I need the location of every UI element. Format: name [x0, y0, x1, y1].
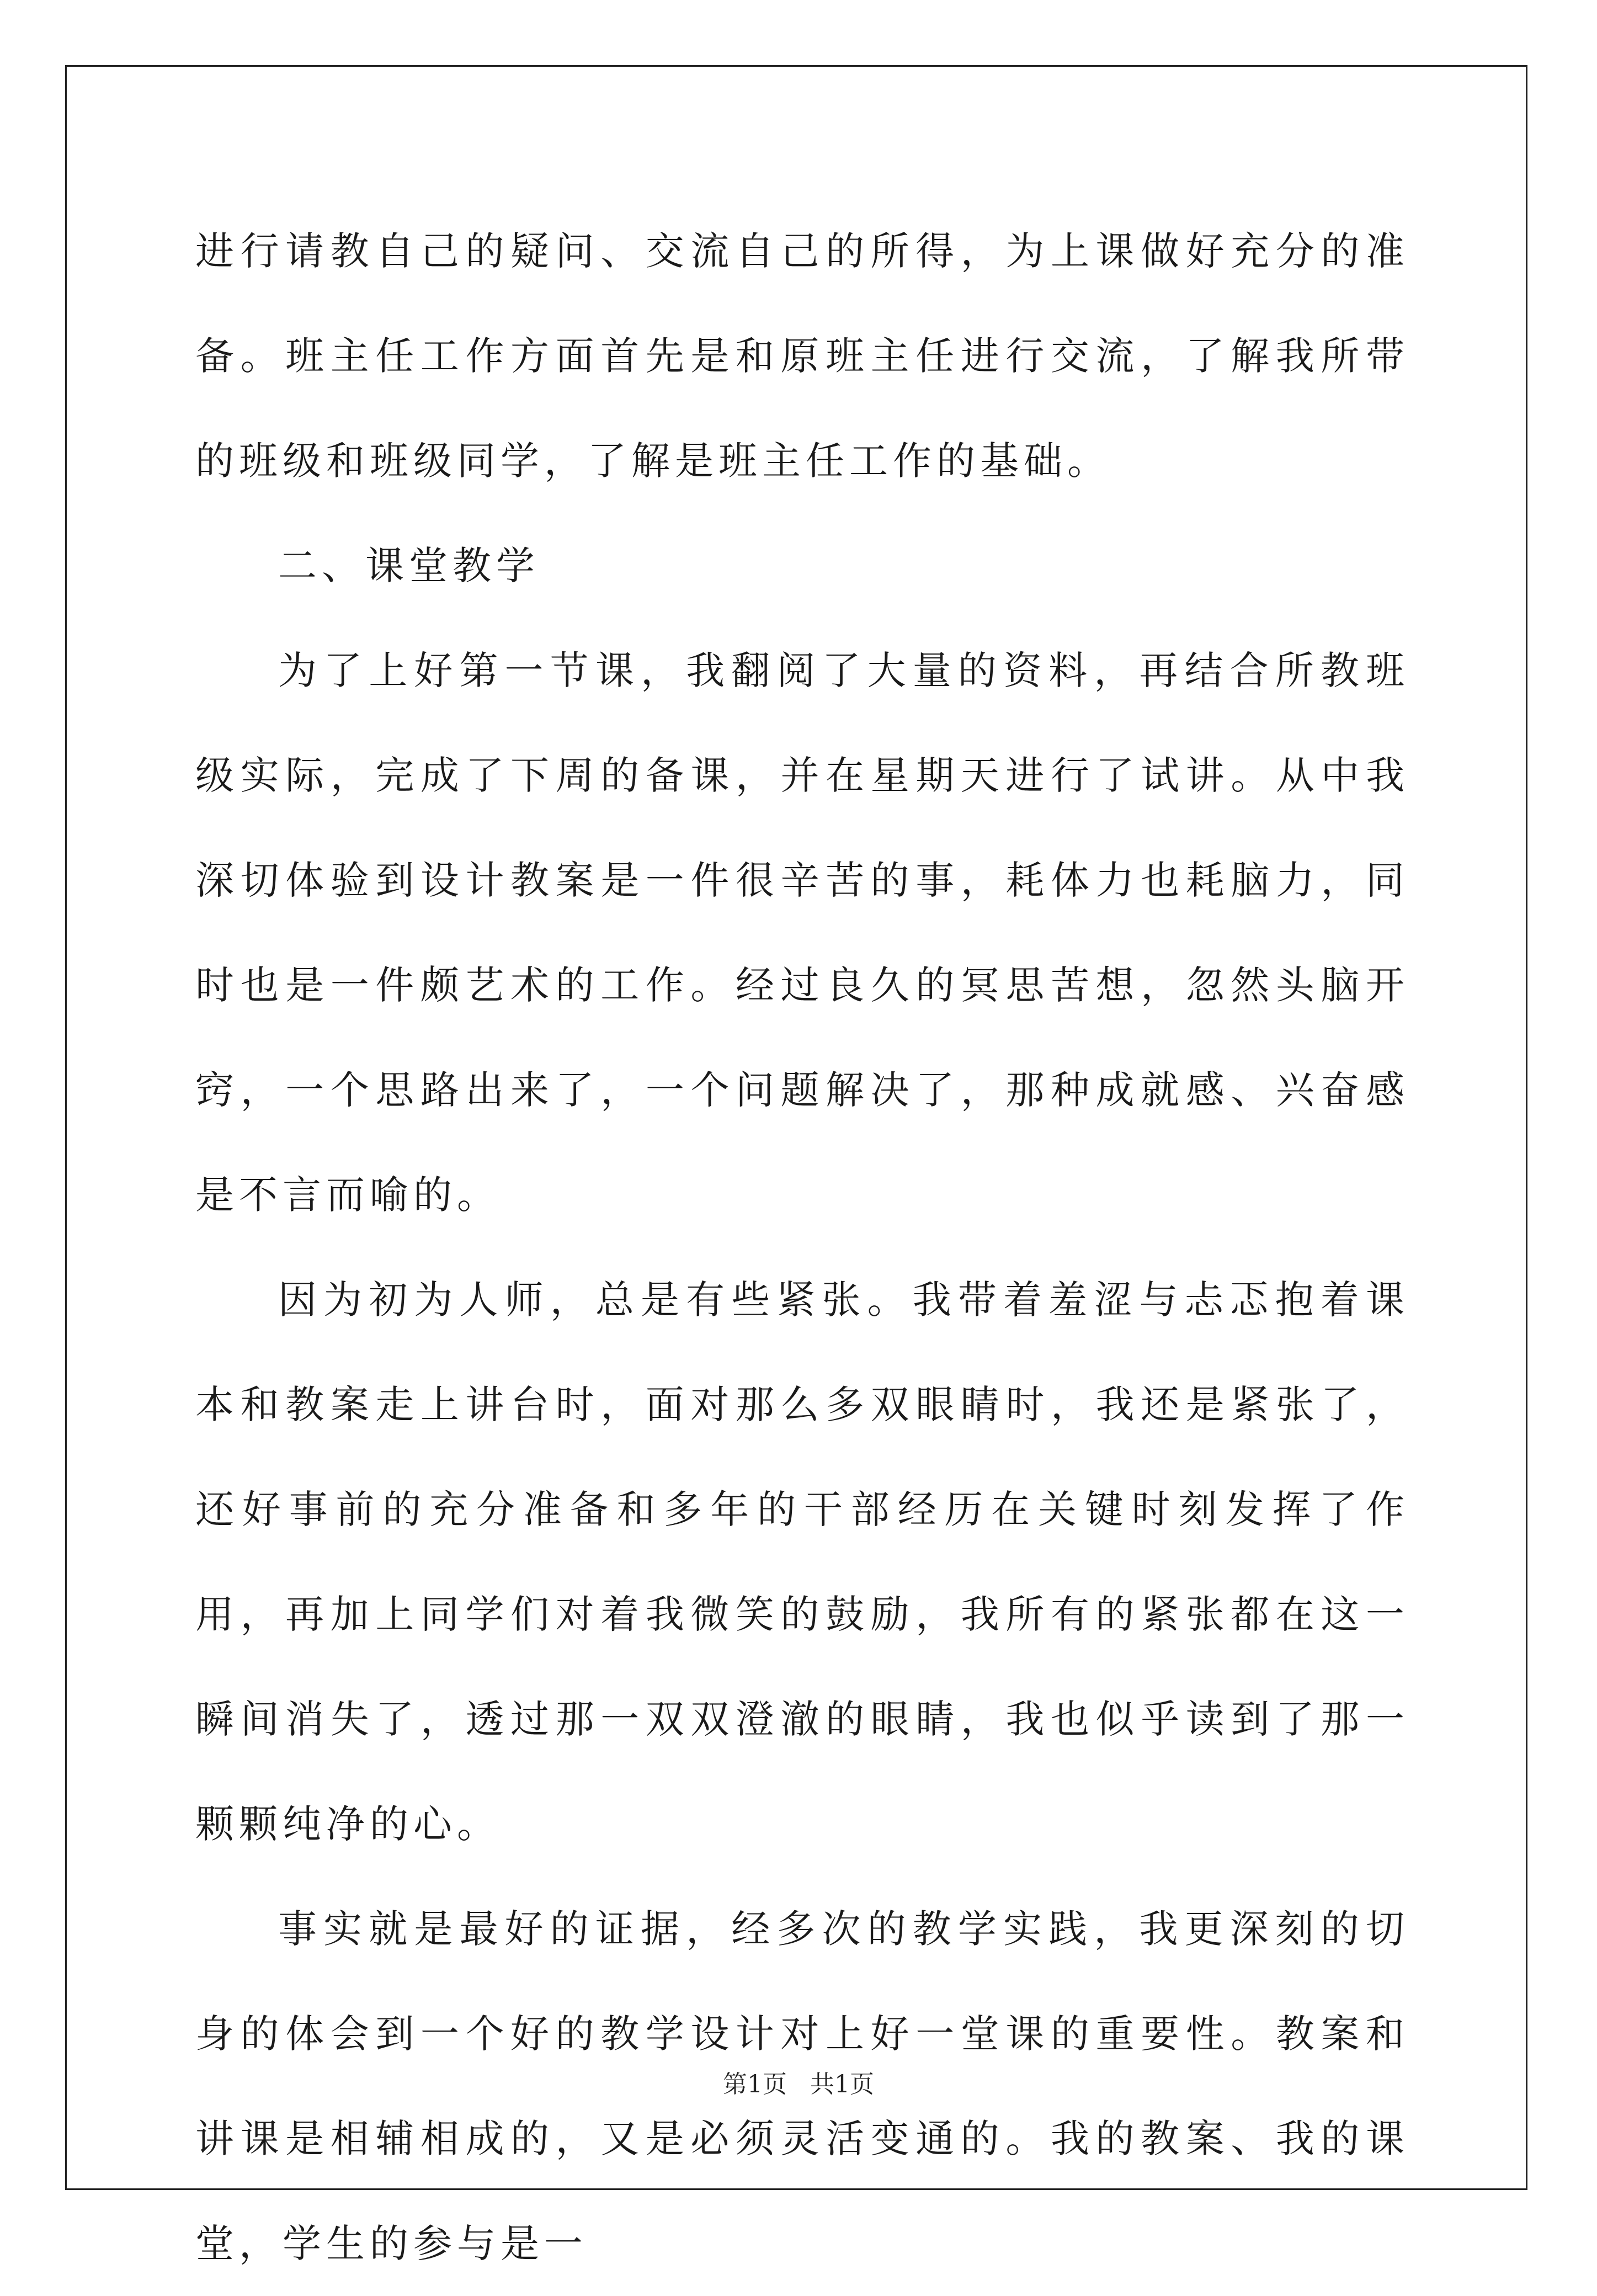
- paragraph-2: 为了上好第一节课，我翻阅了大量的资料，再结合所教班级实际，完成了下周的备课，并在星期天进行了试讲。从中我深切体验到设计教案是一件很辛苦的事，耗体力也耗脑力，同时也是一件颇艺术的工作。经过良久的冥思苦想，忽然头脑开窍，一个思路出来了，一个问题解决了，那种成就感、兴奋感是不言而喻的。: [195, 648, 1409, 1218]
- section-heading: 二、课堂教学: [278, 543, 540, 588]
- document-body: [195, 199, 1409, 2296]
- paragraph-4: 事实就是最好的证据，经多次的教学实践，我更深刻的切身的体会到一个好的教学设计对上好一堂课的重要性。教案和讲课是相辅相成的，又是必须灵活变通的。我的教案、我的课堂，学生的参与是一: [195, 1906, 1409, 2266]
- paragraph-1: 进行请教自己的疑问、交流自己的所得，为上课做好充分的准备。班主任工作方面首先是和原班主任进行交流，了解我所带的班级和班级同学，了解是班主任工作的基础。: [195, 228, 1409, 483]
- page-number-footer: 第1页 共1页: [723, 2070, 874, 2098]
- paragraph-3: 因为初为人师，总是有些紧张。我带着羞涩与忐忑抱着课本和教案走上讲台时，面对那么多双眼睛时，我还是紧张了，还好事前的充分准备和多年的干部经历在关键时刻发挥了作用，再加上同学们对着我微笑的鼓励，我所有的紧张都在这一瞬间消失了，透过那一双双澄澈的眼睛，我也似乎读到了那一颗颗纯净的心。: [195, 1277, 1409, 1847]
